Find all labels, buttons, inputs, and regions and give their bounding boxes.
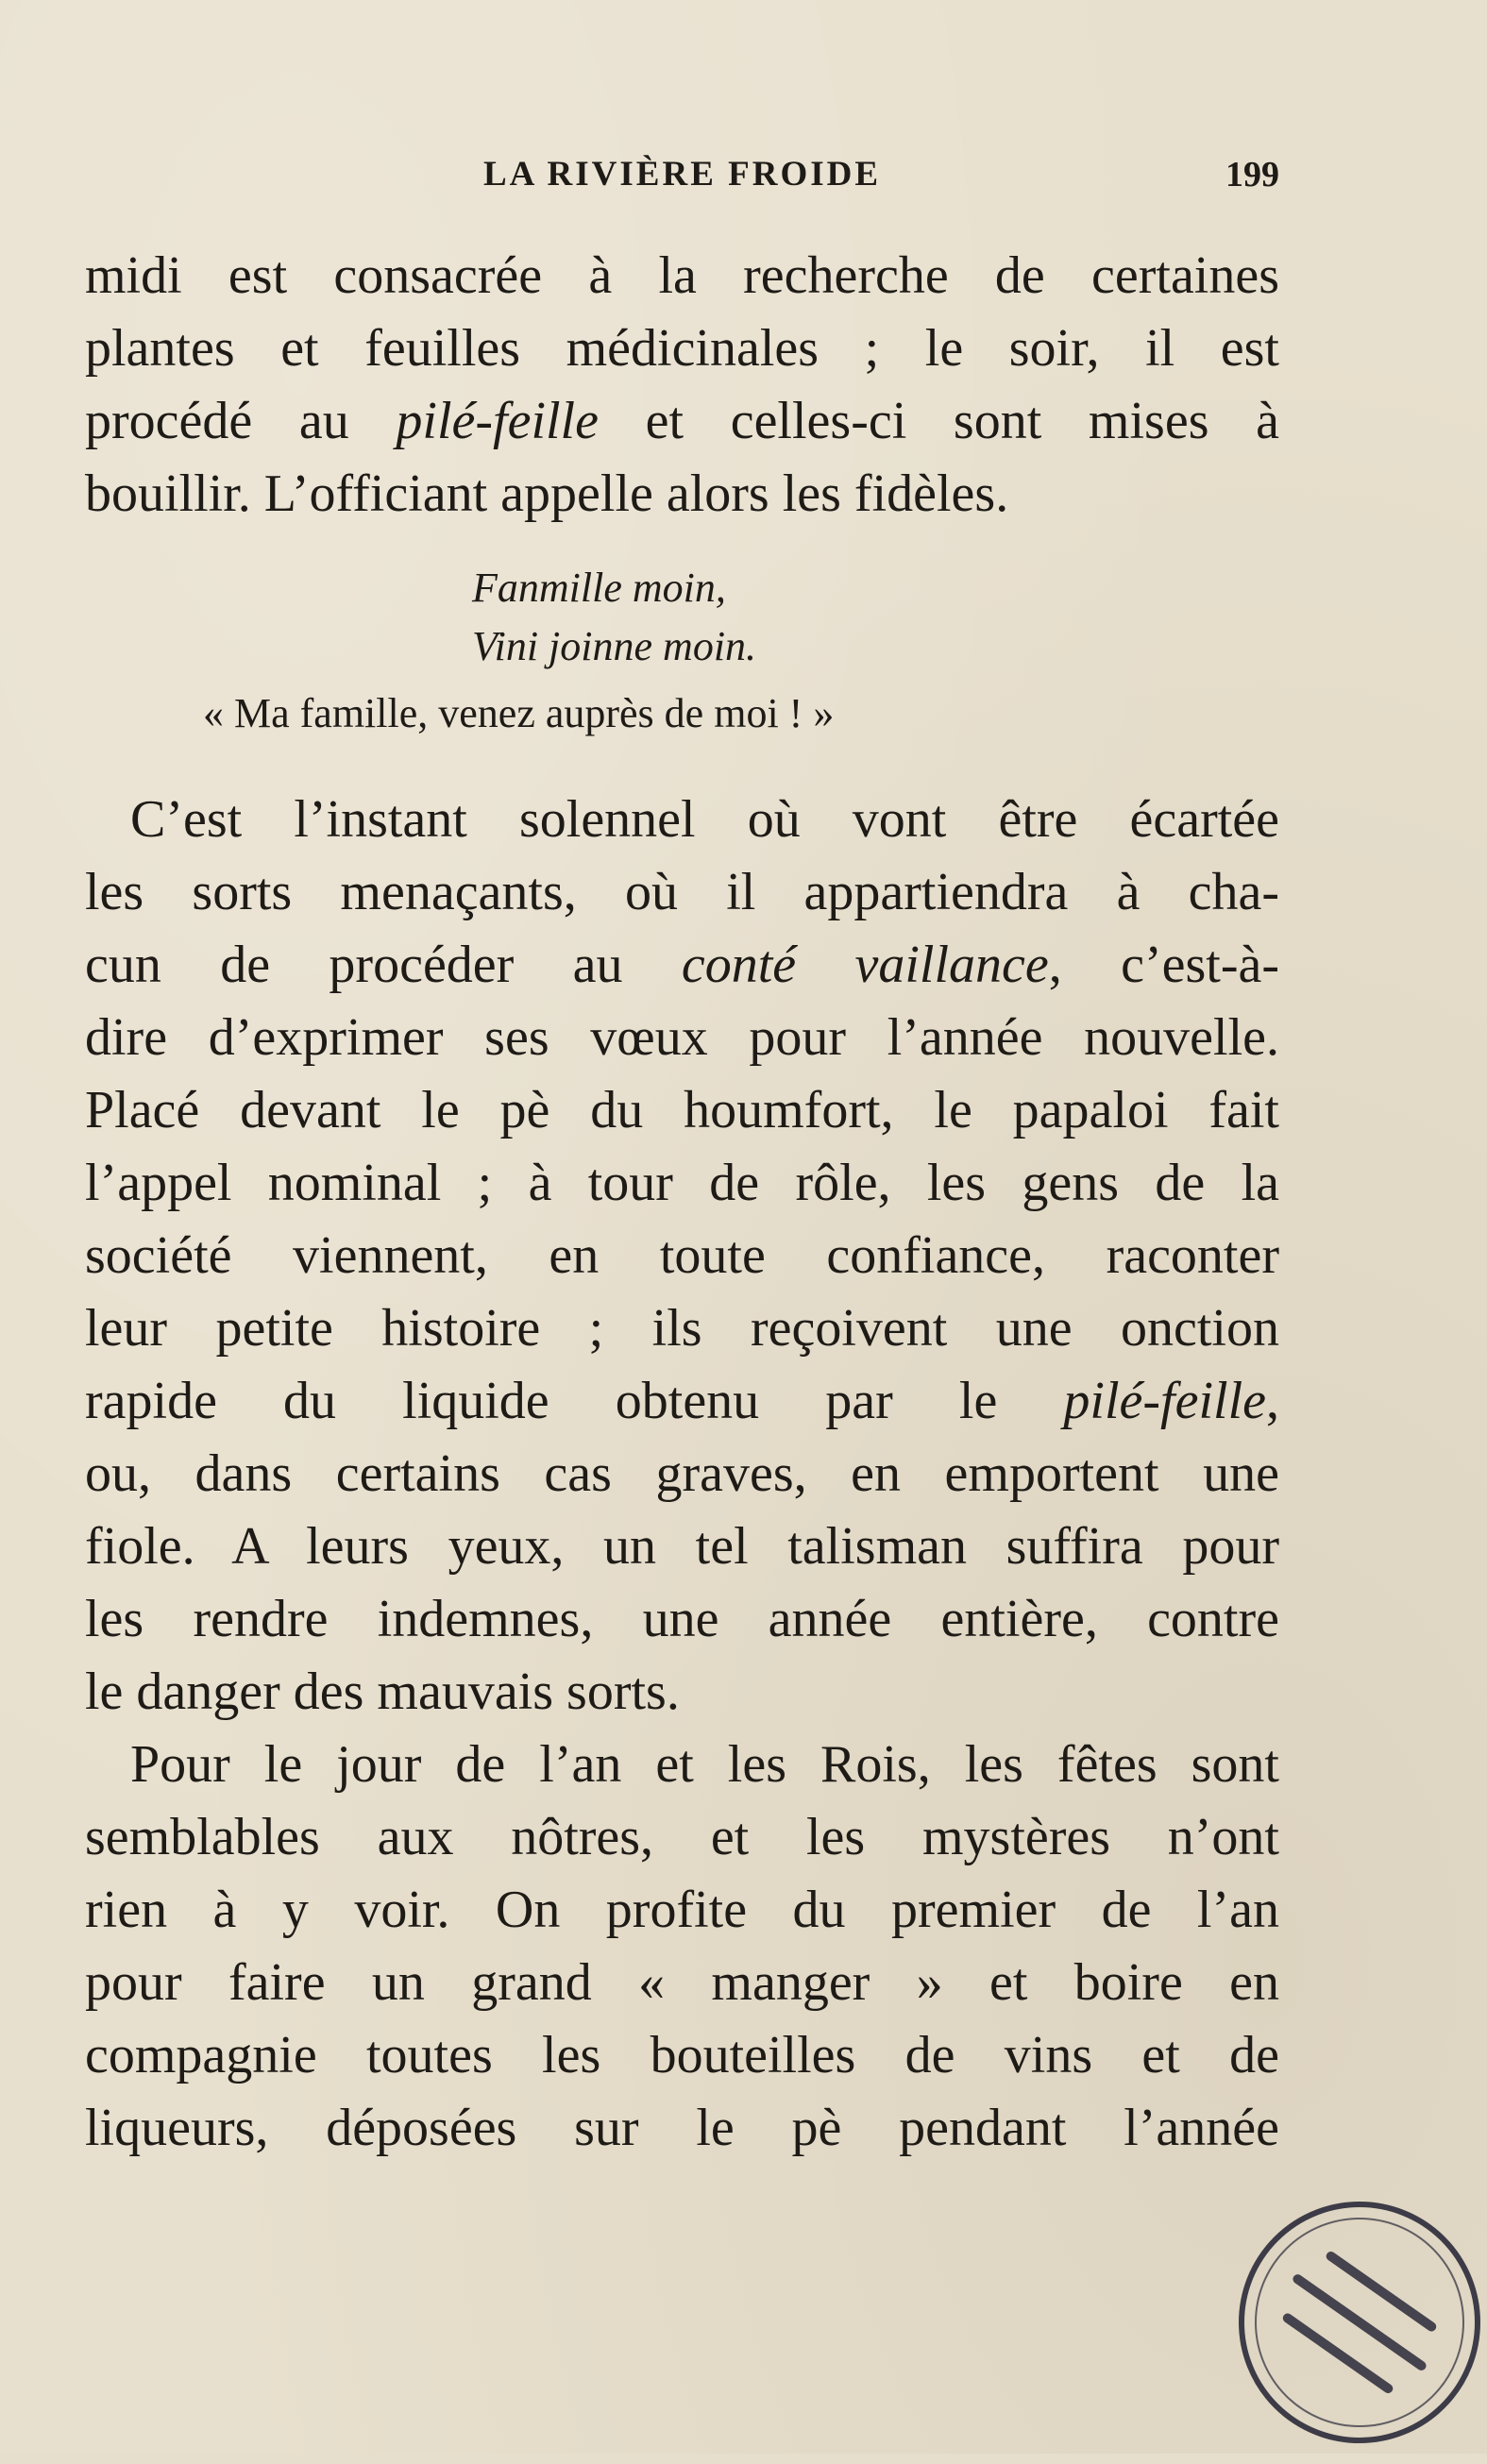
text-line [85,1365,1279,1438]
text-run: procédé au [85,392,397,450]
paragraph-1 [85,240,1279,531]
text-line: compagnie toutes les bouteilles de vins et de [85,2026,1279,2084]
text-line: les rendre indemnes, une année entière, contre [85,1590,1279,1648]
text-line: plantes et feuilles médicinales ; le soir, il est [85,319,1279,378]
text-run: et celles-ci sont mises à [598,392,1280,450]
text-line: semblables aux nôtres, et les mystères n’ont [85,1808,1279,1866]
verse-block [85,559,1279,742]
text-block [85,240,1279,2165]
text-line: le danger des mauvais sorts. [85,1662,680,1721]
text-line: Pour le jour de l’an et les Rois, les fêtes sont [130,1735,1279,1794]
paragraph-3 [85,1729,1279,1801]
italic-term: pilé-feille [396,392,599,450]
verse-line: Fanmille moin, [472,565,726,611]
italic-term: pilé-feille [1063,1372,1266,1430]
text-line: ou, dans certains cas graves, en emportent une [85,1444,1279,1503]
text-line: liqueurs, déposées sur le pè pendant l’année [85,2099,1279,2157]
verse-translation: « Ma famille, venez auprès de moi ! » [203,690,835,736]
text-line: Placé devant le pè du houmfort, le papaloi fait [85,1081,1279,1139]
text-line: pour faire un grand « manger » et boire en [85,1953,1279,2012]
text-line [85,929,1279,1002]
text-line: société viennent, en toute confiance, raconter [85,1226,1279,1285]
text-line: fiole. A leurs yeux, un tel talisman suffira pour [85,1517,1279,1576]
paragraph-3-cont [85,1801,1279,2165]
text-line [85,385,1279,458]
text-line: C’est l’instant solennel où vont être écartée [130,790,1279,849]
stamp-band [1297,2279,1421,2366]
text-line: midi est consacrée à la recherche de certaines [85,246,1279,305]
text-run: , [1266,1372,1279,1430]
running-head [85,154,1279,195]
text-run: rapide du liquide obtenu par le [85,1372,1064,1430]
paragraph-2 [85,784,1279,856]
text-line: l’appel nominal ; à tour de rôle, les gens de la [85,1154,1279,1212]
text-line: leur petite histoire ; ils reçoivent une onction [85,1299,1279,1358]
running-title: LA RIVIÈRE FROIDE [482,155,882,194]
text-line: les sorts menaçants, où il appartiendra à cha- [85,863,1279,921]
italic-term: conté vaillance [681,936,1049,994]
text-line: dire d’exprimer ses vœux pour l’année nouvelle. [85,1008,1279,1067]
paragraph-2-cont [85,856,1279,1729]
text-line: rien à y voir. On profite du premier de l’an [85,1881,1279,1939]
page-number: 199 [1225,155,1279,194]
text-line: bouillir. L’officiant appelle alors les fidèles. [85,464,1009,523]
text-run: cun de procéder au [85,936,682,994]
text-run: , c’est-à- [1048,936,1279,994]
verse-line: Vini joinne moin. [472,623,757,669]
library-stamp-icon [1208,2181,1487,2464]
